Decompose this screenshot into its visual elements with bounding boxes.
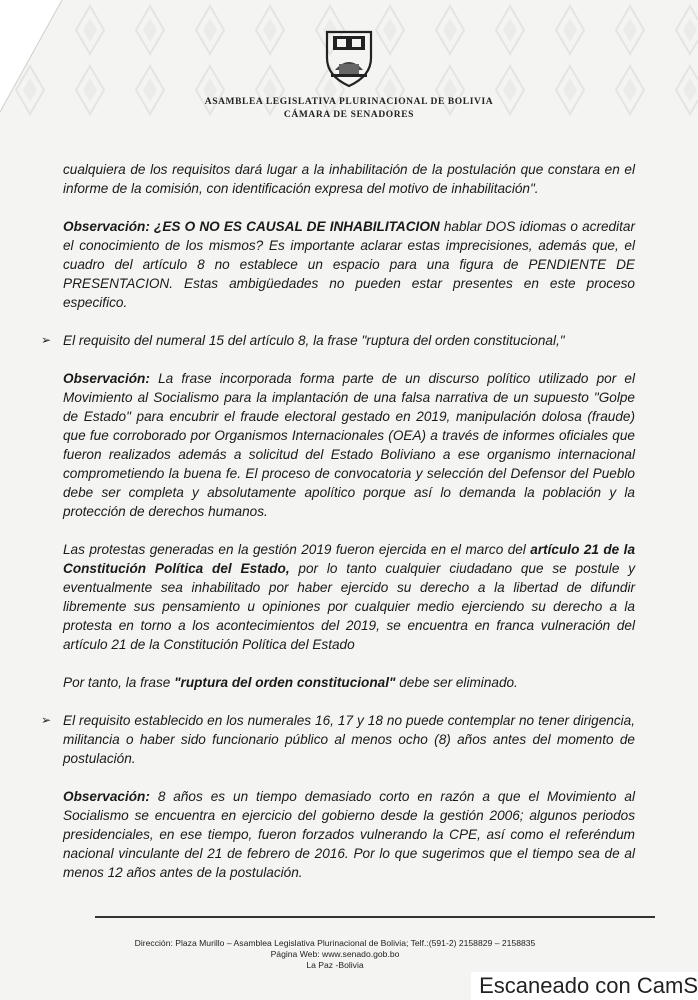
- observation-heading: Observación:: [63, 371, 150, 386]
- footer-city: La Paz -Bolivia: [306, 960, 364, 970]
- document-body: [41, 160, 636, 901]
- paragraph-text: por lo tanto cualquier ciudadano que se postule y eventualmente sea inhabilitado por haber ejercido su derecho a la libertad de difundir libremente sus pensamiento u opiniones por cualquier medio ejerciendo su derecho a la protesta en torno a los acontecimientos del 2019, se encuentra en franca vulneración del artículo 21 de la Constitución Política del Estado: [63, 561, 635, 652]
- footer-divider: [95, 916, 655, 918]
- institution-name: ASAMBLEA LEGISLATIVA PLURINACIONAL DE BOLIVIA: [204, 97, 494, 107]
- paragraph: [63, 160, 635, 198]
- arrowhead-bullet-icon: ➢: [41, 333, 52, 347]
- observation-paragraph: [63, 787, 635, 882]
- paragraph: [63, 673, 635, 692]
- observation-text: La frase incorporada forma parte de un discurso político utilizado por el Movimiento al Socialismo para la implantación de una falsa narrativa de un supuesto "Golpe de Estado" para encubrir el fraude electoral gestado en 2019, manipulación dolosa (fraude) que fue corroborado por Organismos Internacionales (OEA) a través de informes oficiales que fueron realizados además a solicitud del Estado Boliviano a ese organismo internacional comprometiendo la buena fe. El proceso de convocatoria y selección del Defensor del Pueblo debe ser completa y absolutamente apolítico porque así lo demanda la población y la protección de derechos humanos.: [63, 371, 635, 519]
- paragraph-bold: artículo 21 de la Constitución Política del Estado,: [63, 542, 636, 576]
- observation-text: 8 años es un tiempo demasiado corto en razón a que el Movimiento al Socialismo se encuentra en ejercicio del gobierno desde la gestión 2006; algunos periodos presidenciales, en ese tiempo, fueron forzados vulnerando la CPE, así como el referéndum nacional vinculante del 21 de febrero de 2016. Por lo que sugerimos que el tiempo sea de al menos 12 años antes de la postulación.: [63, 789, 635, 880]
- footer-website: Página Web: www.senado.gob.bo: [270, 949, 400, 959]
- observation-heading: Observación: ¿ES O NO ES CAUSAL DE INHABILITACION: [63, 219, 440, 234]
- observation-paragraph: [63, 369, 635, 521]
- chamber-name: CÁMARA DE SENADORES: [283, 110, 415, 120]
- paragraph: [63, 540, 635, 654]
- footer-address: Dirección: Plaza Murillo – Asamblea Legislativa Plurinacional de Bolivia; Telf.:(591-2) 2158829 – 2158835: [134, 938, 536, 948]
- letterhead: [0, 28, 698, 122]
- bullet-text: El requisito establecido en los numerales 16, 17 y 18 no puede contemplar no tener dirigencia, militancia o haber sido funcionario público al menos ocho (8) años antes del momento de postulación.: [63, 713, 635, 766]
- paragraph-text: cualquiera de los requisitos dará lugar a la inhabilitación de la postulación que constara en el informe de la comisión, con identificación expresa del motivo de inhabilitación".: [63, 162, 635, 196]
- bullet-item: [41, 711, 635, 768]
- bullet-text: El requisito del numeral 15 del artículo 8, la frase "ruptura del orden constitucional,": [63, 333, 565, 348]
- footer: [70, 938, 600, 971]
- scanner-watermark: Escaneado con CamS: [471, 972, 698, 1000]
- observation-text: hablar DOS idiomas o acreditar el conocimiento de los mismos? Es importante aclarar estas imprecisiones, además que, el cuadro del artículo 8 no establece un espacio para una figura de PENDIENTE DE PRESENTACION. Estas ambigüedades no pueden estar presentes en este proceso especifico.: [63, 219, 635, 310]
- paragraph-text: debe ser eliminado.: [395, 675, 518, 690]
- paragraph-pre: Las protestas generadas en la gestión 2019 fueron ejercida en el marco del: [63, 542, 531, 557]
- paragraph-pre: Por tanto, la frase: [63, 675, 175, 690]
- senate-emblem-icon: [319, 28, 379, 90]
- observation-paragraph: [63, 217, 635, 312]
- observation-heading: Observación:: [63, 789, 150, 804]
- paragraph-bold: "ruptura del orden constitucional": [174, 675, 396, 690]
- bullet-item: [41, 331, 635, 350]
- arrowhead-bullet-icon: ➢: [41, 713, 52, 727]
